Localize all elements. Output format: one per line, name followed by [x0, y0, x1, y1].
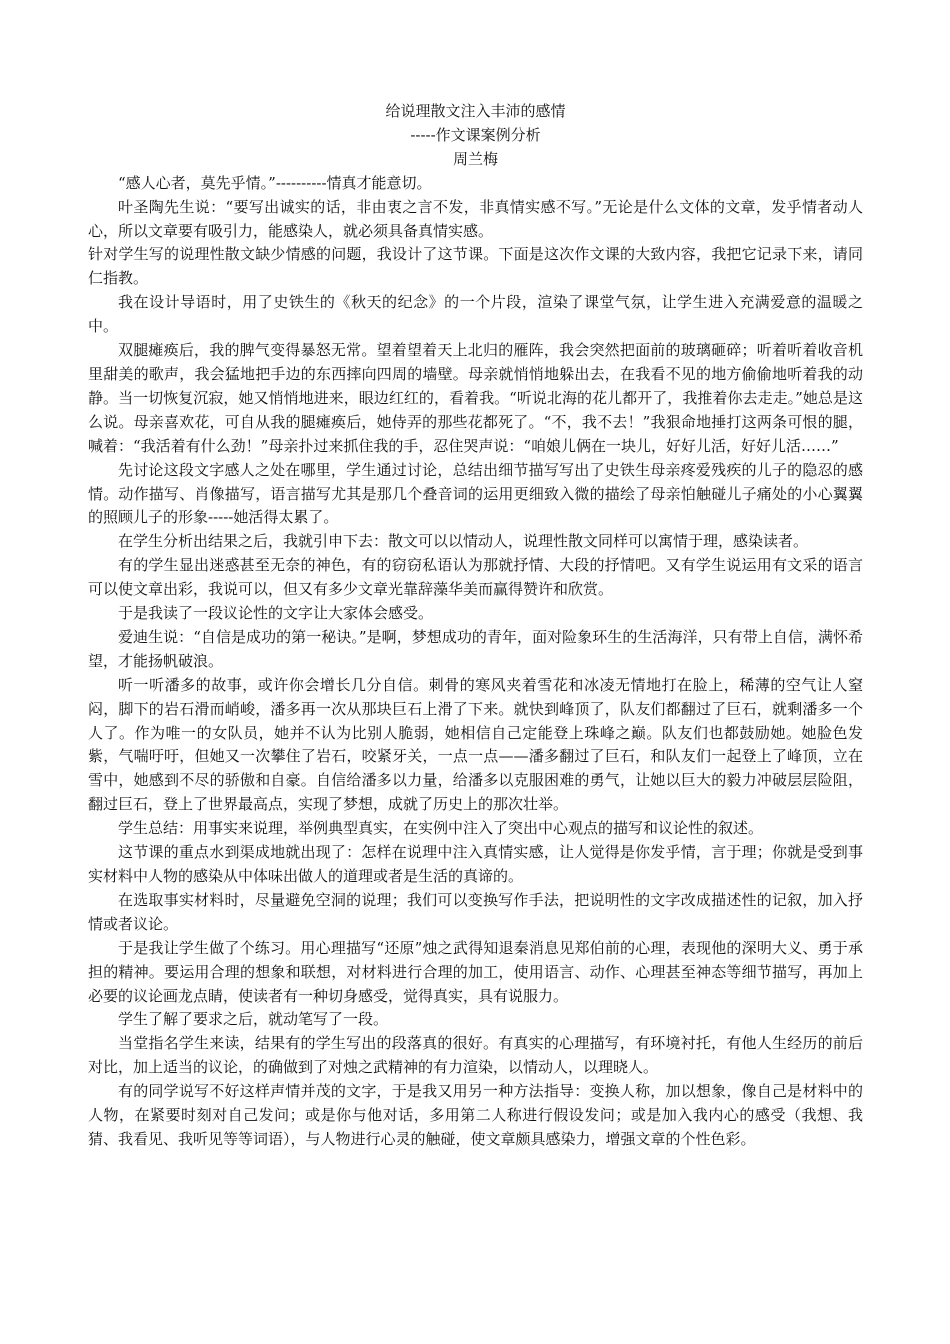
- paragraph-13: 这节课的重点水到渠成地就出现了：怎样在说理中注入真情实感，让人觉得是你发乎情，言于理；你就是受到事实材料中人物的感染从中体味出做人的道理或者是生活的真谛的。: [88, 843, 863, 885]
- paragraph-1: “感人心者，莫先乎情。”----------情真才能意切。: [118, 173, 432, 192]
- paragraph-3: 针对学生写的说理性散文缺少情感的问题，我设计了这节课。下面是这次作文课的大致内容，我把它记录下来，请同仁指教。: [88, 245, 863, 288]
- paragraph-5: 双腿瘫痪后，我的脾气变得暴怒无常。望着望着天上北归的雁阵，我会突然把面前的玻璃砸碎；听着听着收音机里甜美的歌声，我会猛地把手边的东西摔向四周的墙壁。母亲就悄悄地躲出去，在我看不见的地方偷偷地听着我的动静。当一切恢复沉寂，她又悄悄地进来，眼边红红的，看着我。“听说北海的花儿都开了，我推着你去走走。”她总是这么说。母亲喜欢花，可自从我的腿瘫痪后，她侍弄的那些花都死了。“不，我不去！”我狠命地捶打这两条可恨的腿，喊着：“我活着有什么劲！”母亲扑过来抓住我的手，忍住哭声说：“咱娘儿俩在一块儿，好好儿活，好好儿活……”: [88, 341, 863, 455]
- paragraph-18: 有的同学说写不好这样声情并茂的文字，于是我又用另一种方法指导：变换人称，加以想象，像自己是材料中的人物，在紧要时刻对自己发问；或是你与他对话，多用第二人称进行假设发问；或是加入我内心的感受（我想、我猜、我看见、我听见等等词语），与人物进行心灵的触碰，使文章颇具感染力，增强文章的个性色彩。: [88, 1082, 863, 1148]
- paragraph-17: 当堂指名学生来读，结果有的学生写出的段落真的很好。有真实的心理描写，有环境衬托，有他人生经历的前后对比，加上适当的议论，的确做到了对烛之武精神的有力渲染，以情动人，以理晓人。: [88, 1034, 863, 1077]
- paragraph-7: 在学生分析出结果之后，我就引申下去：散文可以以情动人，说理性散文同样可以寓情于理，感染读者。: [118, 532, 809, 551]
- document-subtitle: -----作文课案例分析: [410, 125, 541, 144]
- paragraph-9: 于是我读了一段议论性的文字让大家体会感受。: [118, 604, 434, 623]
- paragraph-12: 学生总结：用事实来说理，举例典型真实，在实例中注入了突出中心观点的描写和议论性的叙述。: [118, 819, 764, 838]
- paragraph-14: 在选取事实材料时，尽量避免空洞的说理；我们可以变换写作手法，把说明性的文字改成描述性的记叙，加入抒情或者议论。: [88, 890, 863, 933]
- paragraph-2: 叶圣陶先生说：“要写出诚实的话，非由衷之言不发，非真情实感不写。”无论是什么文体的文章，发乎情者动人心，所以文章要有吸引力，能感染人，就必须具备真情实感。: [88, 197, 863, 240]
- paragraph-6: 先讨论这段文字感人之处在哪里，学生通过讨论，总结出细节描写写出了史铁生母亲疼爱残疾的儿子的隐忍的感情。动作描写、肖像描写，语言描写尤其是那几个叠音词的运用更细致入微的描绘了母亲怕触碰儿子痛处的小心翼翼的照顾儿子的形象-----她活得太累了。: [88, 460, 863, 527]
- paragraph-16: 学生了解了要求之后，就动笔写了一段。: [118, 1010, 389, 1029]
- paragraph-11: 听一听潘多的故事，或许你会增长几分自信。刺骨的寒风夹着雪花和冰凌无情地打在脸上，稀薄的空气让人窒闷，脚下的岩石滑而峭峻，潘多再一次从那块巨石上滑了下来。就快到峰顶了，队友们都翻过了巨石，就剩潘多一个人了。作为唯一的女队员，她并不认为比别人脆弱，她相信自己定能登上珠峰之巅。队友们也都鼓励她。她脸色发紫，气喘吁吁，但她又一次攀住了岩石，咬紧牙关，一点一点——潘多翻过了巨石，和队友们一起登上了峰顶，立在雪中，她感到不尽的骄傲和自豪。自信给潘多以力量，给潘多以克服困难的勇气，让她以巨大的毅力冲破层层险阻，翻过巨石，登上了世界最高点，实现了梦想，成就了历史上的那次壮举。: [88, 675, 863, 814]
- document-author: 周兰梅: [452, 149, 498, 168]
- paragraph-8: 有的学生显出迷惑甚至无奈的神色，有的窃窃私语认为那就抒情、大段的抒情吧。又有学生说运用有文采的语言可以使文章出彩，我说可以，但又有多少文章光靠辞藻华美而赢得赞许和欣赏。: [88, 556, 863, 599]
- paragraph-15: 于是我让学生做了个练习。用心理描写“还原”烛之武得知退秦消息见郑伯前的心理，表现他的深明大义、勇于承担的精神。要运用合理的想象和联想，对材料进行合理的加工，使用语言、动作、心理甚至神态等细节描写，再加上必要的议论画龙点睛，使读者有一种切身感受，觉得真实，具有说服力。: [88, 938, 863, 1005]
- paragraph-4: 我在设计导语时，用了史铁生的《秋天的纪念》的一个片段，渲染了课堂气氛，让学生进入充满爱意的温暖之中。: [88, 293, 863, 336]
- paragraph-10: 爱迪生说：“自信是成功的第一秘诀。”是啊，梦想成功的青年，面对险象环生的生活海洋，只有带上自信，满怀希望，才能扬帆破浪。: [88, 627, 863, 670]
- document-body: [88, 100, 863, 1152]
- document-title: 给说理散文注入丰沛的感情: [385, 102, 566, 120]
